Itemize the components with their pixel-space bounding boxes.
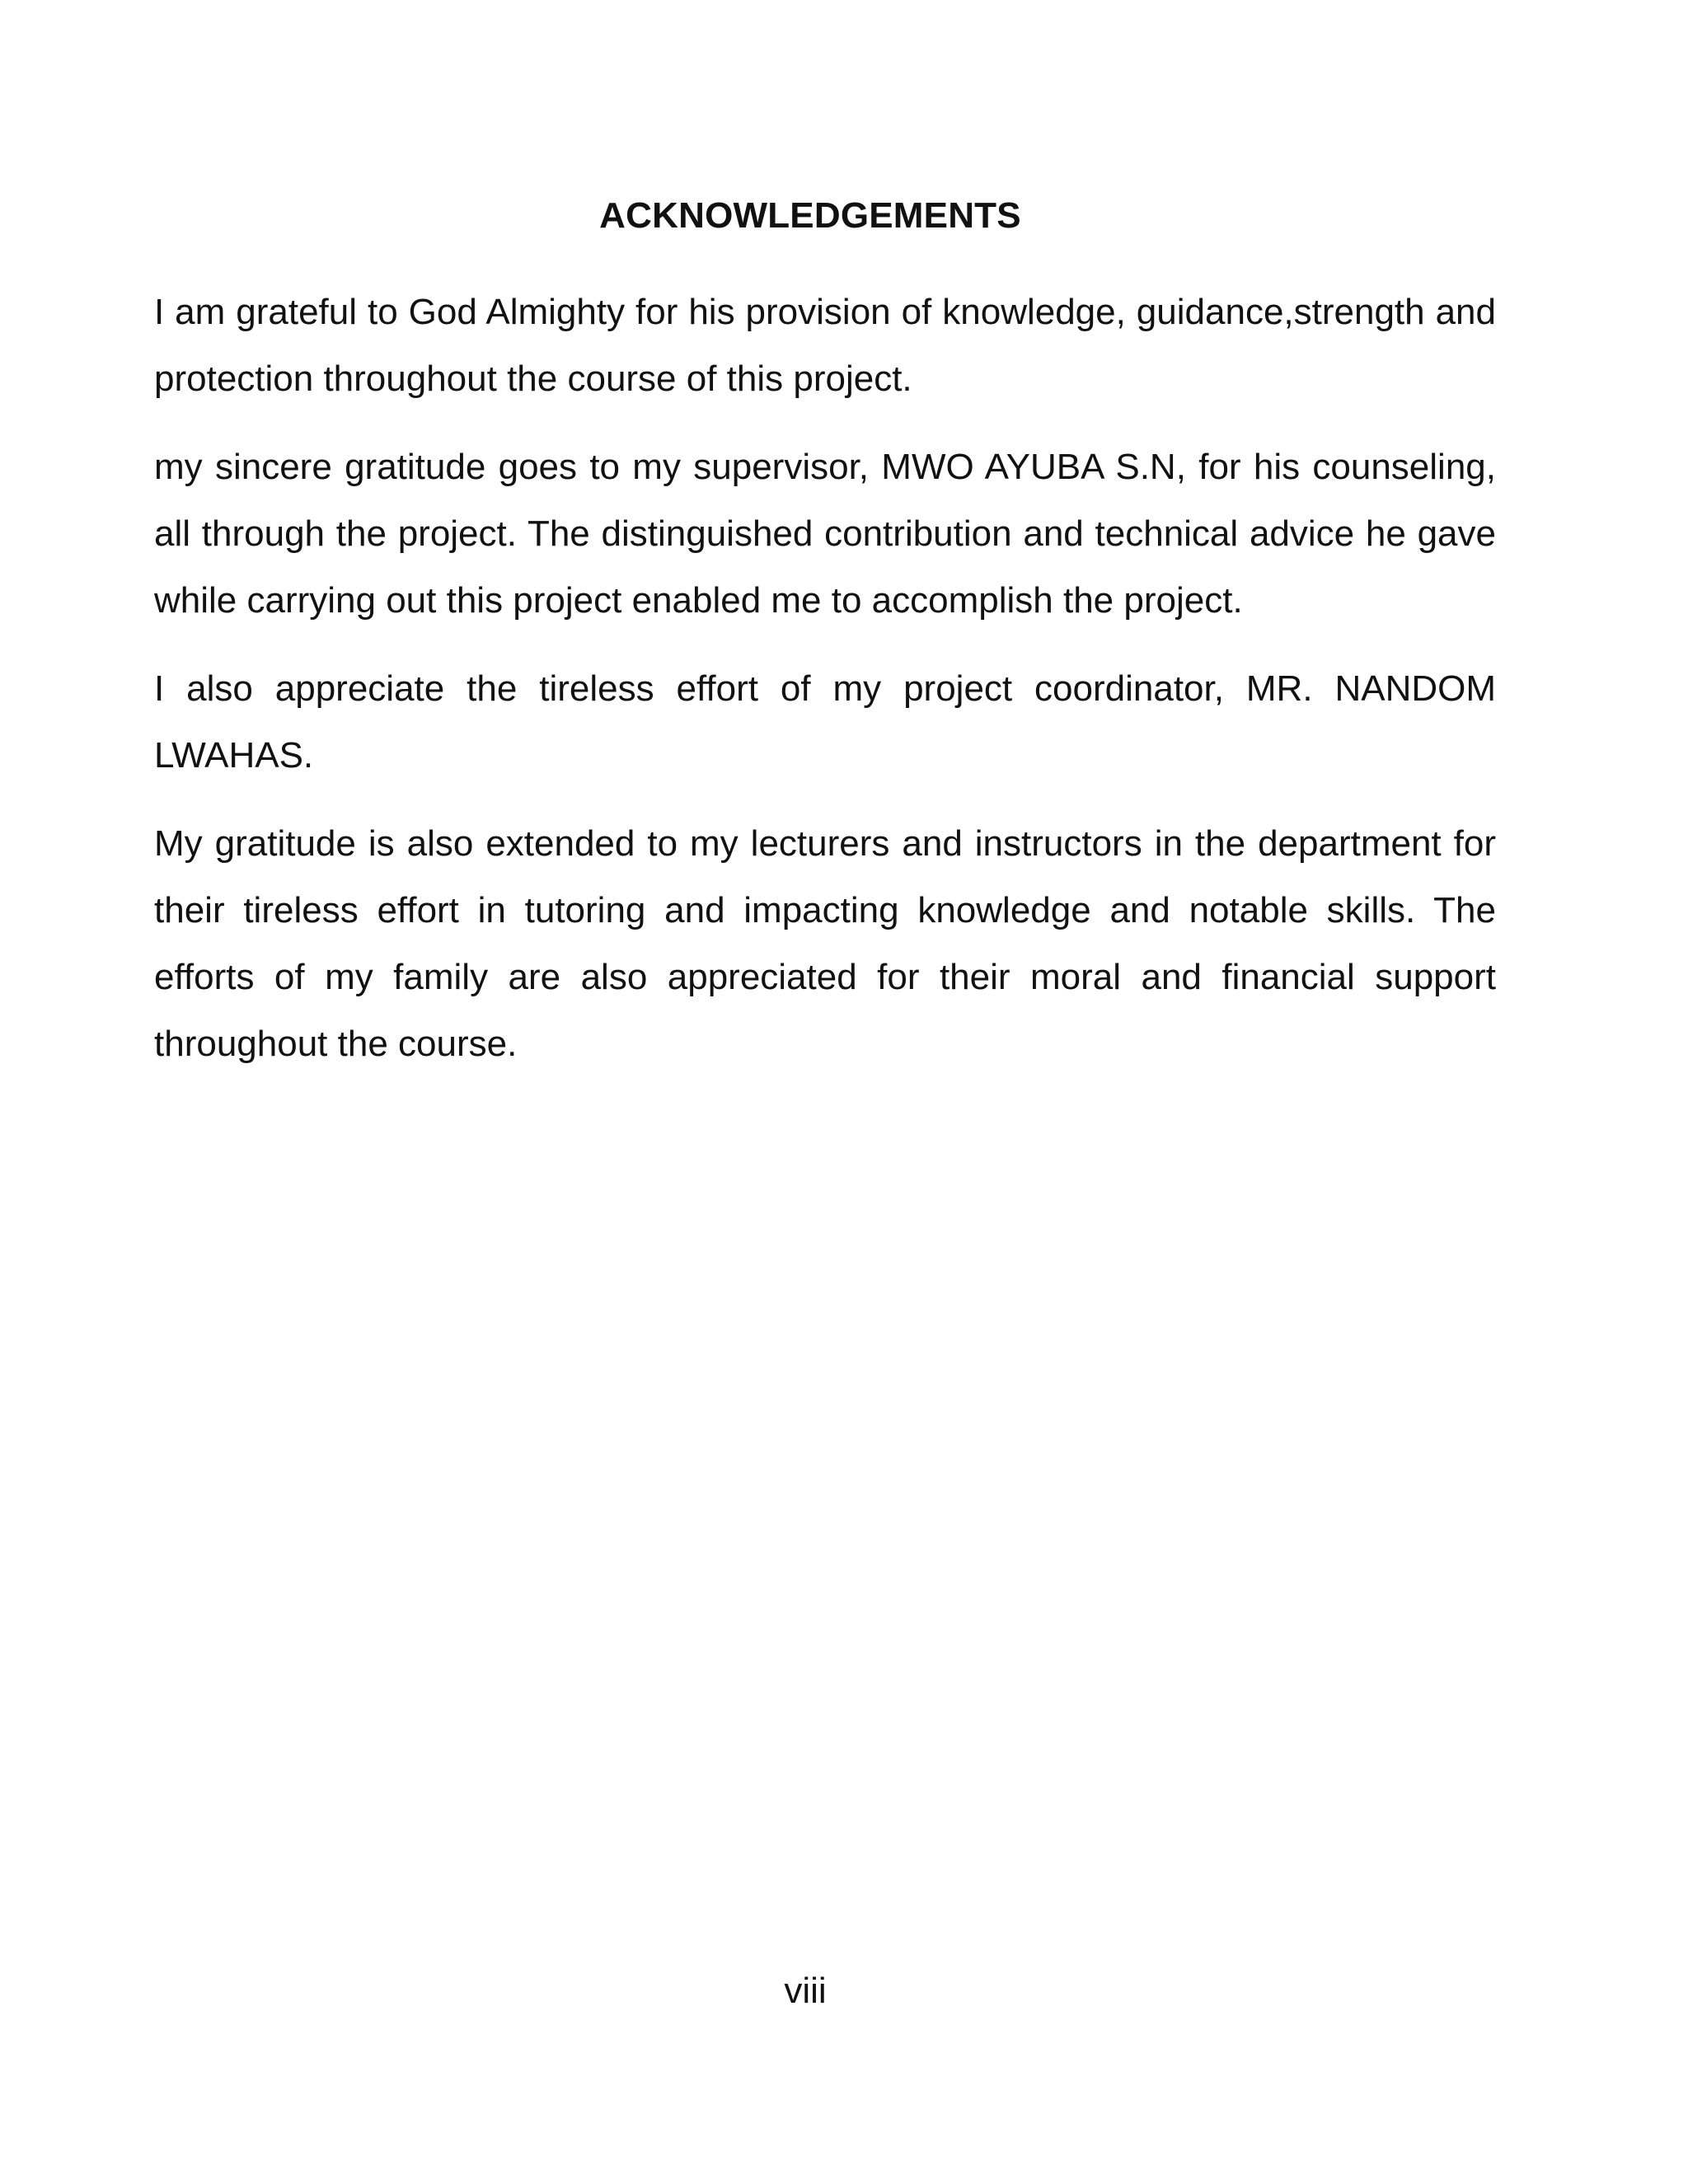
paragraph-coordinator: I also appreciate the tireless effort of my project coordinator, MR. NANDOM LWAHAS. (154, 668, 1496, 776)
acknowledgements-body (154, 279, 1496, 1099)
page-number: viii (784, 1971, 827, 2011)
page-title: ACKNOWLEDGEMENTS (599, 195, 1021, 236)
paragraph-god-almighty: I am grateful to God Almighty for his provision of knowledge, guidance,strength and protection throughout the course of this project. (154, 292, 1496, 399)
paragraph-supervisor: my sincere gratitude goes to my supervisor, MWO AYUBA S.N, for his counseling, all through the project. The distinguished contribution and technical advice he gave while carrying out this project enabled me to accomplish the project. (154, 447, 1496, 621)
paragraph-lecturers-family: My gratitude is also extended to my lecturers and instructors in the department for their tireless effort in tutoring and impacting knowledge and notable skills. The efforts of my family are also appreciated for their moral and financial support throughout the course. (154, 823, 1496, 1064)
